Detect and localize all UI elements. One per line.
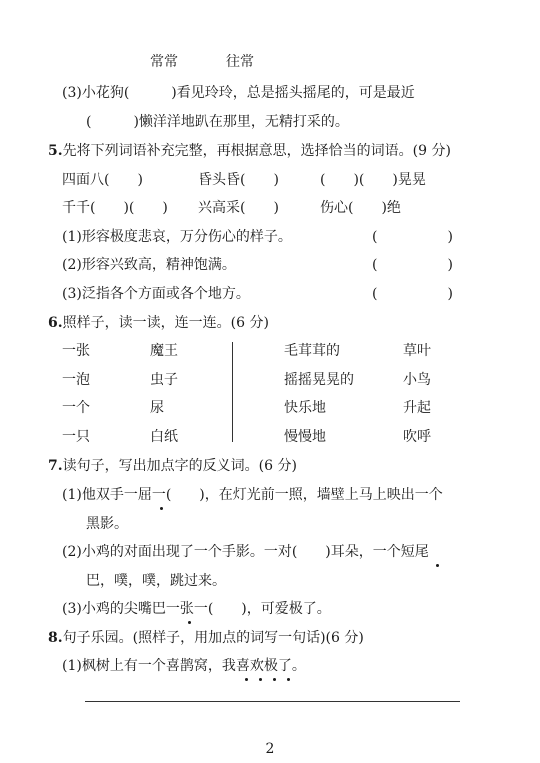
q6-right-b-2: 小鸟 — [403, 372, 431, 388]
q7-s2-line1: (2)小鸡的对面出现了一个手影。一对( )耳朵，一个短尾 — [62, 544, 429, 560]
q5-word-1: 四面八( ) — [62, 172, 143, 188]
q6-left-a-2: 一泡 — [62, 372, 90, 388]
q5-meaning-3: (3)泛指各个方面或各个地方。 — [62, 286, 250, 302]
q5-word-3: ( )( )晃晃 — [320, 172, 426, 188]
emphasis-dot — [273, 678, 276, 681]
q6-right-b-3: 升起 — [403, 400, 431, 416]
q6-number: 6. — [48, 315, 63, 331]
q6-left-b-2: 虫子 — [150, 372, 178, 388]
q7-title-text: 读句子，写出加点字的反义词。(6 分) — [62, 458, 297, 474]
q5-meaning-3-blank: ( ) — [372, 286, 453, 302]
q7-s2-line2: 巴，噗，噗，跳过来。 — [86, 573, 226, 589]
emphasis-dot — [160, 507, 163, 510]
q6-right-a-1: 毛茸茸的 — [284, 343, 340, 359]
q7-s1-line1: (1)他双手一屈一( )，在灯光前一照，墙壁上马上映出一个 — [62, 487, 443, 503]
q6-right-a-2: 摇摇晃晃的 — [284, 372, 354, 388]
q5-meaning-2-blank: ( ) — [372, 257, 453, 273]
emphasis-dot — [436, 564, 439, 567]
q6-left-b-1: 魔王 — [150, 343, 178, 359]
q5-word-6: 伤心( )绝 — [320, 200, 401, 216]
q6-left-a-4: 一只 — [62, 429, 90, 445]
q5-title — [48, 142, 451, 160]
q6-right-a-4: 慢慢地 — [284, 429, 326, 445]
emphasis-dot — [287, 678, 290, 681]
q5-number: 5. — [48, 143, 63, 159]
answer-line — [85, 701, 460, 702]
q5-meaning-1: (1)形容极度悲哀，万分伤心的样子。 — [62, 229, 292, 245]
q7-s3: (3)小鸡的尖嘴巴一张一( )，可爱极了。 — [62, 601, 331, 617]
q8-number: 8. — [48, 630, 63, 646]
q5-word-4: 千千( )( ) — [62, 200, 168, 216]
q5-word-2: 昏头昏( ) — [198, 172, 279, 188]
emphasis-dot — [188, 621, 191, 624]
q6-left-b-3: 尿 — [150, 400, 164, 416]
q5-meaning-1-blank: ( ) — [372, 229, 453, 245]
q4-item3-line2: ( )懒洋洋地趴在那里，无精打采的。 — [86, 114, 349, 130]
q7-number: 7. — [48, 458, 63, 474]
q8-title-text: 句子乐园。(照样子，用加点的词写一句话)(6 分) — [62, 630, 364, 646]
emphasis-dot — [245, 678, 248, 681]
q6-left-a-3: 一个 — [62, 400, 90, 416]
q6-left-a-1: 一张 — [62, 343, 90, 359]
q5-word-5: 兴高采( ) — [198, 200, 279, 216]
q6-divider — [232, 342, 233, 442]
q5-meaning-2: (2)形容兴致高，精神饱满。 — [62, 257, 236, 273]
q6-right-a-3: 快乐地 — [284, 400, 326, 416]
page-number: 2 — [265, 741, 275, 757]
q6-right-b-4: 吹呼 — [403, 429, 431, 445]
word-changchang: 常常 — [150, 54, 178, 70]
word-wangchang: 往常 — [226, 54, 254, 70]
q8-title — [48, 629, 364, 647]
q7-title — [48, 457, 297, 475]
q7-s1-line2: 黑影。 — [86, 516, 128, 532]
q5-title-text: 先将下列词语补充完整，再根据意思，选择恰当的词语。(9 分) — [62, 143, 451, 159]
q6-left-b-4: 白纸 — [150, 429, 178, 445]
q8-s1: (1)枫树上有一个喜鹊窝，我喜欢极了。 — [62, 658, 306, 674]
q4-item3-line1: (3)小花狗( )看见玲玲，总是摇头摇尾的，可是最近 — [62, 85, 415, 101]
q6-title — [48, 314, 269, 332]
q6-right-b-1: 草叶 — [403, 343, 431, 359]
emphasis-dot — [259, 678, 262, 681]
q6-title-text: 照样子，读一读，连一连。(6 分) — [62, 315, 269, 331]
